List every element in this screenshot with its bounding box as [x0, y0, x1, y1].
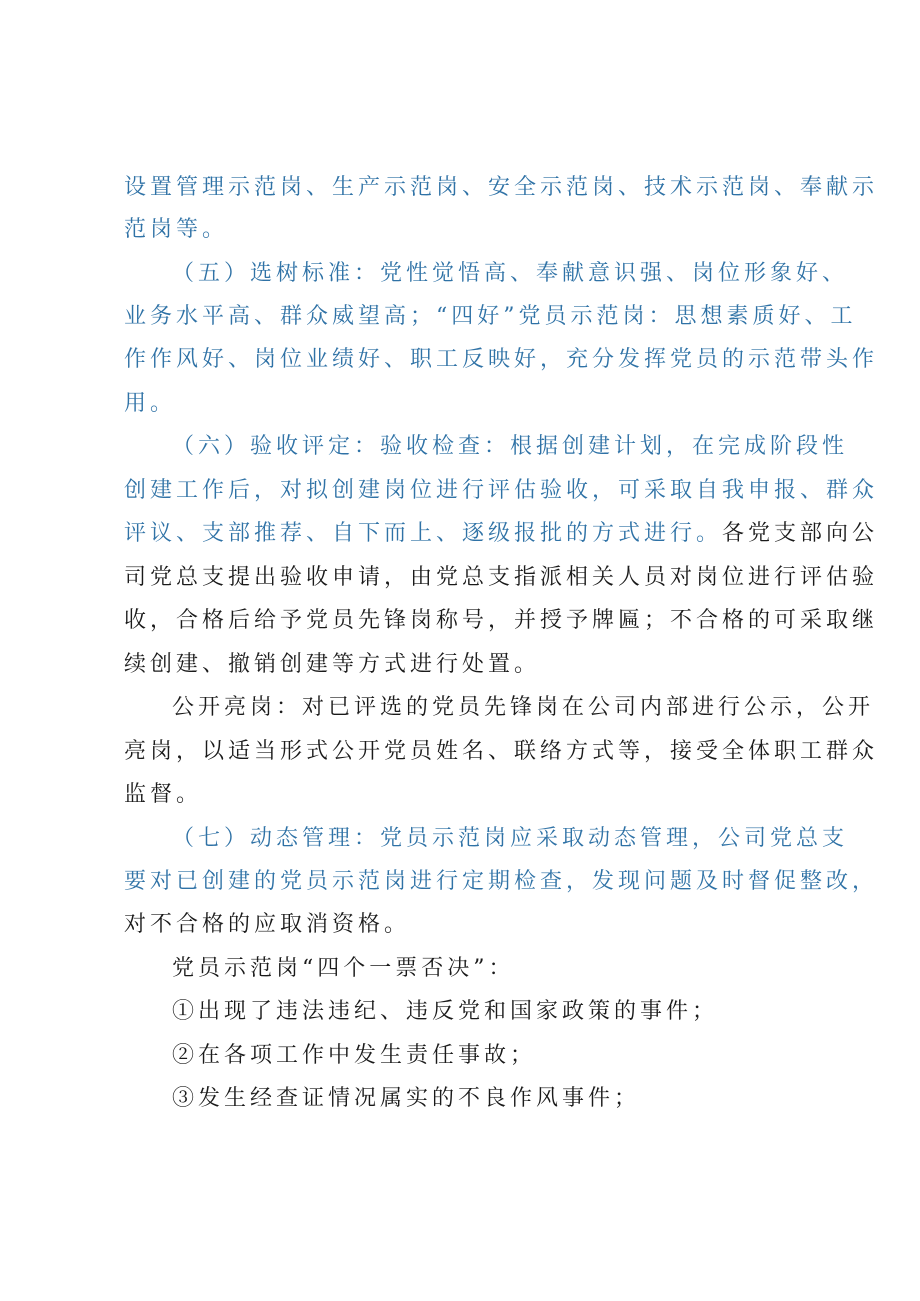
- text-line-8: 创建工作后，对拟创建岗位进行评估验收，可采取自我申报、群众: [124, 478, 879, 503]
- veto-item-1: ①出现了违法违纪、违反党和国家政策的事件；: [172, 999, 719, 1024]
- text-line-12: 续创建、撤销创建等方式进行处置。: [124, 652, 541, 677]
- veto-item-2: ②在各项工作中发生责任事故；: [172, 1043, 537, 1068]
- section-6-heading-line: （六）验收评定：验收检查：根据创建计划，在完成阶段性: [172, 434, 849, 459]
- text-line-18: 对不合格的应取消资格。: [124, 912, 411, 937]
- public-post-line: 公开亮岗：对已评选的党员先锋岗在公司内部进行公示，公开: [172, 695, 875, 720]
- veto-heading-line: 党员示范岗“四个一票否决”：: [172, 956, 515, 981]
- section-7-heading-line: （七）动态管理：党员示范岗应采取动态管理，公司党总支: [172, 826, 849, 851]
- text-line-11: 收，合格后给予党员先锋岗称号，并授予牌匾；不合格的可采取继: [124, 608, 879, 633]
- text-line-9-dark: 各党支部向公: [722, 521, 879, 546]
- text-line-15: 监督。: [124, 782, 203, 807]
- text-line-9-blue: 评议、支部推荐、自下而上、逐级报批的方式进行。: [124, 521, 723, 546]
- text-line-4: 业务水平高、群众威望高；“四好”党员示范岗：思想素质好、工: [124, 304, 857, 329]
- text-line-17: 要对已创建的党员示范岗进行定期检查，发现问题及时督促整改，: [124, 869, 879, 894]
- text-line-14: 亮岗，以适当形式公开党员姓名、联络方式等，接受全体职工群众: [124, 739, 879, 764]
- text-line-2: 范岗等。: [124, 217, 229, 242]
- veto-item-3: ③发生经查证情况属实的不良作风事件；: [172, 1086, 641, 1111]
- text-line-10: 司党总支提出验收申请，由党总支指派相关人员对岗位进行评估验: [124, 565, 879, 590]
- text-line-6: 用。: [124, 391, 177, 416]
- text-line-1: 设置管理示范岗、生产示范岗、安全示范岗、技术示范岗、奉献示: [124, 175, 879, 200]
- section-5-heading-line: （五）选树标准：党性觉悟高、奉献意识强、岗位形象好、: [172, 261, 849, 286]
- text-line-5: 作作风好、岗位业绩好、职工反映好，充分发挥党员的示范带头作: [124, 347, 879, 372]
- text-line-9: [124, 519, 920, 549]
